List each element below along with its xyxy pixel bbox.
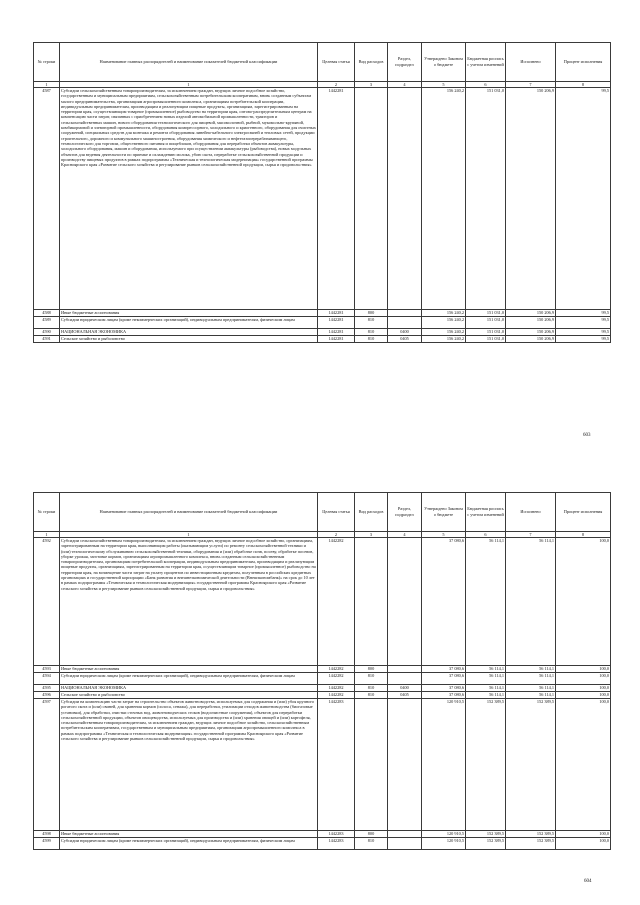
- row-approved: 120 910,5: [422, 831, 466, 838]
- row-percent: 99,5: [556, 317, 611, 329]
- row-budget-list: 56 114,1: [466, 692, 506, 699]
- row-expense-type: 810: [355, 317, 388, 329]
- header-name: Наименование главных распорядителей и наименование показателей бюджетной классификации: [60, 493, 318, 532]
- row-percent: 99,5: [556, 329, 611, 336]
- column-index: 1: [34, 82, 60, 88]
- header-percent: Процент исполнения: [556, 493, 611, 532]
- header-expense-type: Вид расходов: [355, 493, 388, 532]
- table-row: [34, 685, 611, 692]
- row-percent: 99,5: [556, 88, 611, 310]
- table-row: [34, 699, 611, 831]
- row-executed: 150 206,9: [506, 88, 556, 310]
- row-name: Сельское хозяйство и рыболовство: [60, 336, 318, 343]
- header-name: Наименование главных распорядителей и наименование показателей бюджетной классификации: [60, 43, 318, 82]
- column-index: 2: [318, 82, 355, 88]
- row-approved: 37 080,6: [422, 673, 466, 685]
- row-percent: 100,0: [556, 692, 611, 699]
- header-executed: Исполнено: [506, 493, 556, 532]
- row-percent: 100,0: [556, 685, 611, 692]
- row-expense-type: [355, 699, 388, 831]
- column-index: 1: [60, 532, 318, 538]
- header-row-number: № строки: [34, 43, 60, 82]
- table-row: [34, 538, 611, 666]
- table-row: [34, 88, 611, 310]
- row-approved: 37 080,6: [422, 666, 466, 673]
- row-section: 0405: [388, 692, 422, 699]
- row-percent: 99,5: [556, 336, 611, 343]
- row-section: [388, 317, 422, 329]
- row-budget-list: 56 114,1: [466, 673, 506, 685]
- header-expense-type: Вид расходов: [355, 43, 388, 82]
- row-executed: 56 114,1: [506, 692, 556, 699]
- row-section: [388, 666, 422, 673]
- row-name: Субсидии сельскохозяйственным товаропроизводителям, за исключением граждан, ведущих личное подсобное хозяйство, организациям, зарегистрированным на территории края, выполняющим работы (оказывающим услуги) по ремонту сельскохозяйственной техники и (или) технологическому обслуживанию сельскохозяйственной техники, оборудования и (или) обработке почв, посеву, обработке посевов, уборке урожая, заготовке кормов, организациям агропромышленного комплекса, вновь созданным сельскохозяйственным товаропроизводителям, организациям потребительской кооперации, индивидуальным предпринимателям, производящим и реализующим пищевые продукты, организациям, зарегистрированным на территории края, осуществляющим товарное (промышленное) рыбоводство на территории края, на возмещение части затрат на уплату процентов по инвестиционным кредитам, полученным в российских кредитных организациях и государственной корпорации «Банк развития и внешнеэкономической деятельности (Внешэкономбанк)» на срок до 10 лет в рамках подпрограммы «Техническая и технологическая модернизация» государственной программы Красноярского края «Развитие сельского хозяйства и регулирование рынков сельскохозяйственной продукции, сырья и продовольствия»: [60, 538, 318, 666]
- row-name: Субсидии сельскохозяйственным товаропроизводителям, за исключением граждан, ведущих личное подсобное хозяйство, государственным и муниципальным предприятиям, сельскохозяйственным потребительским кооперативам, вновь созданным субъектам малого предпринимательства, организациям агропромышленного комплекса, организациям потребительской кооперации, индивидуальным предпринимателям, производящим и реализующим пищевые продукты, организациям, зарегистрированным на территории края, осуществляющим товарное (промышленное) рыбоводство на территории края, оптово-распределительным центрам на компенсацию части затрат, связанных с приобретением новых изделий автомобильной промышленности, тракторов и сельскохозяйственных машин, нового оборудования технологического для пищевой, мясомолочной, рыбной, мукомольно-крупяной, комбикормовой и элеваторной промышленности, оборудования компрессорного, холодильного и криогенного, оборудования для очистных сооружений, специальных средств для монтажа и ремонта оборудования линейно-кабельного электросвязей и тепловых сетей, продукции строительного, дорожного и коммунального машиностроения, оборудования химического и нефтегазоперерабатывающего, технологического для торговли, общественного питания и пищеблоков, оборудования для переработки объектов аквакультуры, холодильного оборудования, машин и оборудования, используемого при осуществлении аквакультуры (рыбоводства), новых модульных объектов для ведения деятельности по приемке и охлаждению молока, убою скота, переработке сельскохозяйственной продукции и производству пищевых продуктов в рамках подпрограммы «Техническая и технологическая модернизация» государственной программы Красноярского края «Развитие сельского хозяйства и регулирование рынков сельскохозяйственной продукции, сырья и продовольствия»: [60, 88, 318, 310]
- row-section: [388, 310, 422, 317]
- row-number: 4595: [34, 685, 60, 692]
- row-expense-type: 800: [355, 310, 388, 317]
- row-number: 4590: [34, 329, 60, 336]
- row-target-article: 1442283: [318, 699, 355, 831]
- column-index: 4: [388, 82, 422, 88]
- row-executed: 56 114,1: [506, 666, 556, 673]
- row-percent: 99,5: [556, 310, 611, 317]
- row-name: Субсидии юридическим лицам (кроме некоммерческих организаций), индивидуальным предпринимателям, физическим лицам: [60, 673, 318, 685]
- row-executed: 56 114,1: [506, 538, 556, 666]
- row-number: 4591: [34, 336, 60, 343]
- row-name: Сельское хозяйство и рыболовство: [60, 692, 318, 699]
- table-row: [34, 692, 611, 699]
- row-budget-list: 151 031,0: [466, 88, 506, 310]
- table-row: [34, 310, 611, 317]
- row-name: Иные бюджетные ассигнования: [60, 310, 318, 317]
- row-number: 4598: [34, 831, 60, 838]
- row-approved: 156 240,2: [422, 310, 466, 317]
- table-row: [34, 317, 611, 329]
- row-expense-type: 810: [355, 673, 388, 685]
- row-expense-type: 810: [355, 685, 388, 692]
- row-expense-type: 810: [355, 838, 388, 850]
- row-target-article: 1442283: [318, 831, 355, 838]
- row-budget-list: 152 389,5: [466, 699, 506, 831]
- header-percent: Процент исполнения: [556, 43, 611, 82]
- column-index: 8: [556, 82, 611, 88]
- row-executed: 56 114,1: [506, 685, 556, 692]
- header-budget-list: Бюджетная роспись с учетом изменений: [466, 493, 506, 532]
- row-percent: 100,0: [556, 838, 611, 850]
- row-target-article: 1442282: [318, 673, 355, 685]
- row-section: [388, 699, 422, 831]
- row-budget-list: 151 031,0: [466, 336, 506, 343]
- row-target-article: 1442281: [318, 336, 355, 343]
- row-section: 0400: [388, 685, 422, 692]
- budget-table-page-603: [33, 42, 611, 343]
- row-budget-list: 56 114,1: [466, 666, 506, 673]
- row-expense-type: [355, 88, 388, 310]
- column-index: 2: [318, 532, 355, 538]
- budget-table-page-604: [33, 492, 611, 850]
- row-section: [388, 538, 422, 666]
- row-percent: 100,0: [556, 831, 611, 838]
- row-approved: 156 240,2: [422, 317, 466, 329]
- table-row: [34, 831, 611, 838]
- row-expense-type: 810: [355, 692, 388, 699]
- row-budget-list: 151 031,0: [466, 310, 506, 317]
- row-budget-list: 151 031,0: [466, 329, 506, 336]
- table-row: [34, 329, 611, 336]
- row-executed: 152 389,5: [506, 838, 556, 850]
- column-index: 7: [506, 532, 556, 538]
- header-approved: Утверждено Законом о бюджете: [422, 43, 466, 82]
- row-number: 4593: [34, 666, 60, 673]
- row-approved: 120 910,5: [422, 838, 466, 850]
- row-budget-list: 152 389,5: [466, 838, 506, 850]
- header-target-article: Целевая статья: [318, 493, 355, 532]
- row-executed: 56 114,1: [506, 673, 556, 685]
- row-budget-list: 151 031,0: [466, 317, 506, 329]
- row-number: 4596: [34, 692, 60, 699]
- table-row: [34, 673, 611, 685]
- row-approved: 156 240,2: [422, 88, 466, 310]
- column-index: 1: [60, 82, 318, 88]
- row-executed: 150 206,9: [506, 310, 556, 317]
- row-expense-type: [355, 538, 388, 666]
- header-row-number: № строки: [34, 493, 60, 532]
- page-number: 603: [583, 433, 591, 438]
- header-section: Раздел, подраздел: [388, 493, 422, 532]
- row-section: [388, 831, 422, 838]
- column-index: 6: [466, 82, 506, 88]
- row-name: Субсидии юридическим лицам (кроме некоммерческих организаций), индивидуальным предпринимателям, физическим лицам: [60, 838, 318, 850]
- table-row: [34, 838, 611, 850]
- header-budget-list: Бюджетная роспись с учетом изменений: [466, 43, 506, 82]
- header-target-article: Целевая статья: [318, 43, 355, 82]
- header-approved: Утверждено Законом о бюджете: [422, 493, 466, 532]
- row-percent: 100,0: [556, 538, 611, 666]
- row-expense-type: 810: [355, 329, 388, 336]
- row-approved: 156 240,2: [422, 336, 466, 343]
- column-index: 5: [422, 532, 466, 538]
- row-name: Субсидии на компенсацию части затрат на строительство объектов животноводства, используемых для содержания и (или) убоя крупного рогатого скота и (или) свиней, для хранения кормов (силоса, сенажа), для переработки, утилизации отходов животноводства (биогазовые установки), для обработки, очистки сточных вод, животноводческих стоков (водоочистные сооружения), объектов для переработки сельскохозяйственной продукции, объектов овощеводства, используемых для производства и (или) хранения овощей и (или) картофеля, сельскохозяйственным товаропроизводителям, за исключением граждан, ведущих личное подсобное хозяйство, сельскохозяйственным потребительским кооперативам, государственным и муниципальным предприятиям, организациям агропромышленного комплекса в рамках подпрограммы «Техническая и технологическая модернизация» государственной программы Красноярского края «Развитие сельского хозяйства и регулирование рынков сельскохозяйственной продукции, сырья и продовольствия»: [60, 699, 318, 831]
- row-section: [388, 838, 422, 850]
- row-number: 4589: [34, 317, 60, 329]
- row-approved: 37 080,6: [422, 685, 466, 692]
- row-target-article: 1442281: [318, 317, 355, 329]
- row-executed: 152 389,5: [506, 831, 556, 838]
- row-target-article: 1442282: [318, 666, 355, 673]
- row-target-article: 1442281: [318, 329, 355, 336]
- row-approved: 37 080,6: [422, 538, 466, 666]
- row-section: 0400: [388, 329, 422, 336]
- row-target-article: 1442282: [318, 538, 355, 666]
- header-section: Раздел, подраздел: [388, 43, 422, 82]
- row-name: НАЦИОНАЛЬНАЯ ЭКОНОМИКА: [60, 685, 318, 692]
- row-number: 4587: [34, 88, 60, 310]
- table-row: [34, 666, 611, 673]
- row-approved: 37 080,6: [422, 692, 466, 699]
- column-index: 3: [355, 82, 388, 88]
- row-executed: 152 389,5: [506, 699, 556, 831]
- row-section: [388, 88, 422, 310]
- column-index: 4: [388, 532, 422, 538]
- row-target-article: 1442283: [318, 838, 355, 850]
- column-index: 3: [355, 532, 388, 538]
- row-name: Субсидии юридическим лицам (кроме некоммерческих организаций), индивидуальным предпринимателям, физическим лицам: [60, 317, 318, 329]
- row-expense-type: 810: [355, 336, 388, 343]
- column-index: 1: [34, 532, 60, 538]
- column-index: 6: [466, 532, 506, 538]
- row-expense-type: 800: [355, 666, 388, 673]
- page-number: 604: [584, 879, 592, 884]
- header-executed: Исполнено: [506, 43, 556, 82]
- row-name: Иные бюджетные ассигнования: [60, 666, 318, 673]
- row-section: [388, 673, 422, 685]
- row-name: Иные бюджетные ассигнования: [60, 831, 318, 838]
- row-percent: 100,0: [556, 666, 611, 673]
- row-name: НАЦИОНАЛЬНАЯ ЭКОНОМИКА: [60, 329, 318, 336]
- row-target-article: 1442282: [318, 685, 355, 692]
- row-executed: 150 206,9: [506, 336, 556, 343]
- row-executed: 150 206,9: [506, 317, 556, 329]
- row-number: 4592: [34, 538, 60, 666]
- column-index: 5: [422, 82, 466, 88]
- row-target-article: 1442282: [318, 692, 355, 699]
- row-number: 4597: [34, 699, 60, 831]
- row-expense-type: 800: [355, 831, 388, 838]
- row-budget-list: 152 389,5: [466, 831, 506, 838]
- row-number: 4588: [34, 310, 60, 317]
- row-executed: 150 206,9: [506, 329, 556, 336]
- row-budget-list: 56 114,1: [466, 685, 506, 692]
- row-number: 4594: [34, 673, 60, 685]
- row-approved: 156 240,2: [422, 329, 466, 336]
- row-percent: 100,0: [556, 673, 611, 685]
- row-section: 0405: [388, 336, 422, 343]
- column-index: 7: [506, 82, 556, 88]
- row-approved: 120 910,5: [422, 699, 466, 831]
- column-index: 8: [556, 532, 611, 538]
- row-number: 4599: [34, 838, 60, 850]
- row-target-article: 1442281: [318, 310, 355, 317]
- row-percent: 100,0: [556, 699, 611, 831]
- row-target-article: 1442281: [318, 88, 355, 310]
- table-row: [34, 336, 611, 343]
- row-budget-list: 56 114,1: [466, 538, 506, 666]
